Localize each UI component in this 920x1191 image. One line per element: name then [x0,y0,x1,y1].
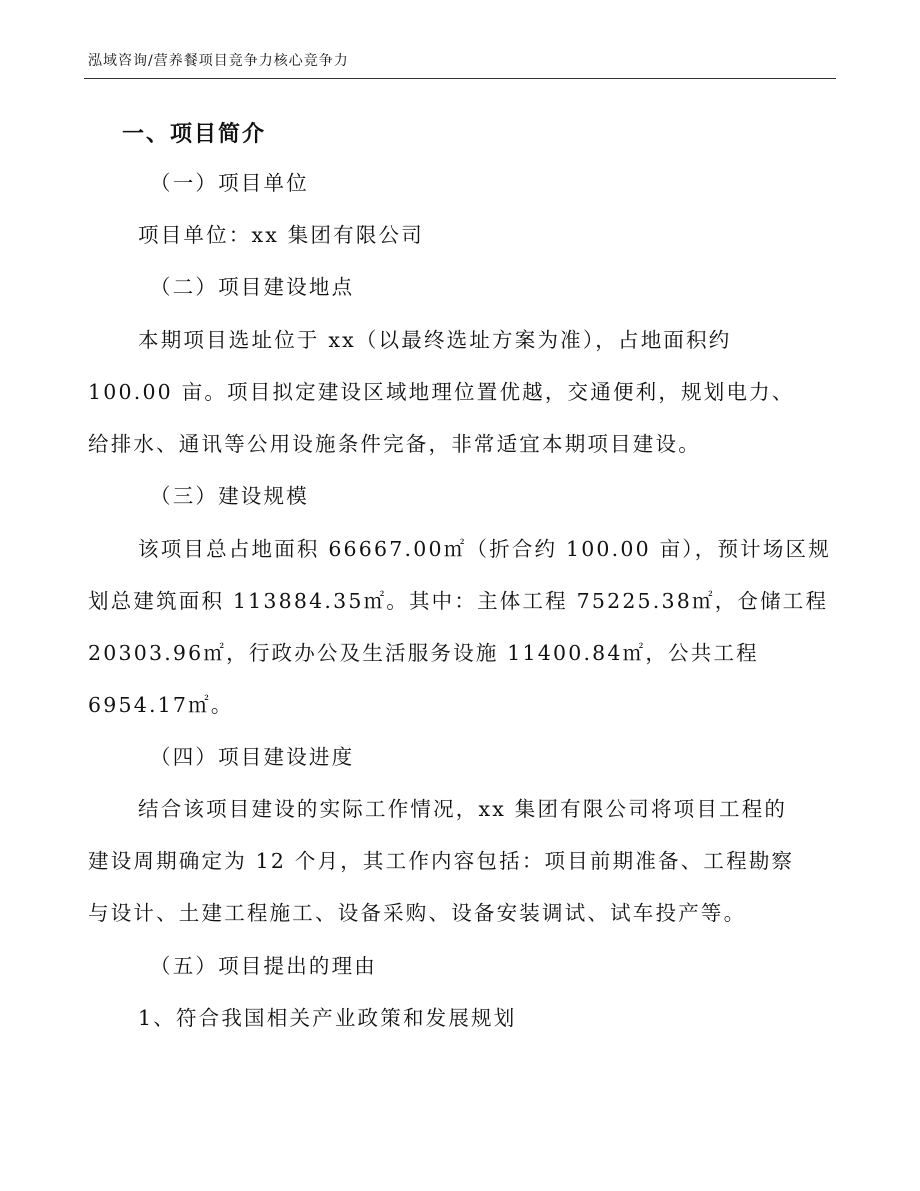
paragraph-line: 结合该项目建设的实际工作情况，xx 集团有限公司将项目工程的 [138,797,788,821]
subheading-construction-scale: （三）建设规模 [150,484,309,508]
paragraph-line: 20303.96㎡，行政办公及生活服务设施 11400.84㎡，公共工程 [88,641,759,665]
subheading-project-unit: （一）项目单位 [150,171,309,195]
paragraph-line: 6954.17㎡。 [88,693,234,717]
paragraph-line: 本期项目选址位于 xx（以最终选址方案为准），占地面积约 [138,328,732,352]
paragraph-line: 建设周期确定为 12 个月，其工作内容包括：项目前期准备、工程勘察 [88,849,795,873]
list-item-heading: 1、符合我国相关产业政策和发展规划 [138,1006,517,1030]
paragraph-line: 划总建筑面积 113884.35㎡。其中：主体工程 75225.38㎡，仓储工程 [88,589,829,613]
paragraph-line: 与设计、土建工程施工、设备采购、设备安装调试、试车投产等。 [88,901,747,925]
subheading-project-reasons: （五）项目提出的理由 [150,954,377,978]
paragraph-line: 项目单位：xx 集团有限公司 [138,223,424,247]
subheading-construction-schedule: （四）项目建设进度 [150,745,355,769]
page-header: 泓域咨询/营养餐项目竞争力核心竞争力 [88,53,349,69]
section-title: 一、项目简介 [122,121,267,147]
subheading-project-location: （二）项目建设地点 [150,275,355,299]
header-divider [84,78,836,79]
paragraph-line: 给排水、通讯等公用设施条件完备，非常适宜本期项目建设。 [88,432,701,456]
paragraph-line: 该项目总占地面积 66667.00㎡（折合约 100.00 亩），预计场区规 [138,537,831,561]
paragraph-line: 100.00 亩。项目拟定建设区域地理位置优越，交通便利，规划电力、 [88,380,795,404]
